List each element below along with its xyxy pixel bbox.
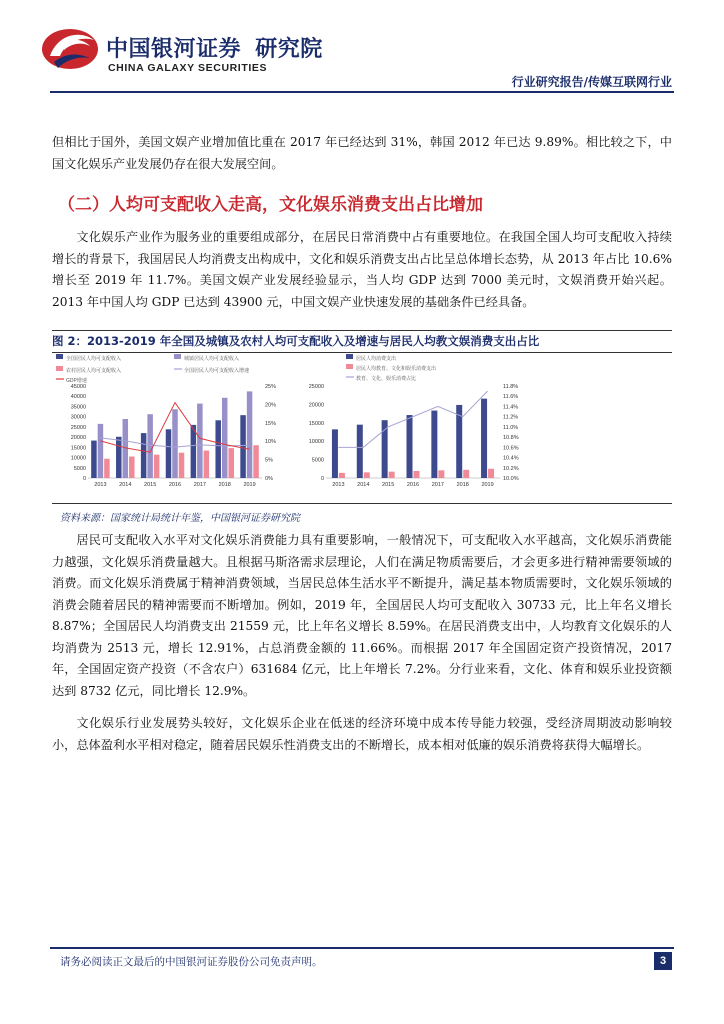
legend-swatch [346,364,353,369]
bar [228,448,234,478]
bar [357,425,363,478]
footer-disclaimer: 请务必阅读正文最后的中国银河证券股份公司免责声明。 [60,956,323,968]
y-left-tick-label: 25000 [70,424,86,431]
bar [240,415,246,478]
x-tick-label: 2017 [193,482,206,488]
bar [488,469,494,478]
bar [154,455,160,478]
bar [414,471,420,478]
legend-label: 教育、文化、娱乐消费占比 [356,376,417,382]
bar [166,429,172,478]
y-right-tick-label: 0% [265,476,273,482]
y-right-tick-label: 10.8% [503,435,519,442]
bar [129,457,135,478]
y-right-tick-label: 10.6% [503,445,519,452]
y-right-tick-label: 10% [265,439,277,446]
x-tick-label: 2014 [357,482,370,488]
x-tick-label: 2016 [168,482,182,488]
legend-label: 全国居民人均可支配收入 [66,356,122,362]
legend-label: GDP增速 [66,378,87,384]
bar [382,420,388,478]
y-left-tick-label: 45000 [70,384,86,390]
income-chart [56,352,294,504]
income-chart-svg [56,352,294,500]
y-left-tick-label: 5000 [73,465,86,472]
report-type: 行业研究报告/传媒互联网行业 [511,75,672,89]
y-left-tick-label: 10000 [70,455,86,462]
bar [364,472,370,478]
galaxy-logo-icon [40,26,102,72]
y-left-tick-label: 25000 [308,384,324,390]
consumption-chart [300,352,540,504]
figure-bottom-rule [52,503,672,504]
y-left-tick-label: 40000 [70,394,86,401]
y-left-tick-label: 20000 [70,435,86,442]
legend-label: 农村居民人均可支配收入 [66,368,122,374]
y-left-tick-label: 35000 [70,404,86,411]
bar [104,459,110,478]
legend-label: 全国居民人均可支配收入增速 [184,368,250,374]
bar [197,404,203,478]
logo-suffix: 研究院 [255,37,323,62]
y-left-tick-label: 30000 [70,414,86,421]
legend-swatch [346,354,353,359]
logo-en: CHINA GALAXY SECURITIES [108,62,268,74]
bar [332,429,338,478]
y-right-tick-label: 10.2% [503,465,519,472]
section-title: （二）人均可支配收入走高，文化娱乐消费支出占比增加 [58,195,483,215]
bar [339,473,345,478]
bar [407,415,413,478]
figure-caption: 图 2：2013-2019 年全国及城镇及农村人均可支配收入及增速与居民人均教文娱消费支出占比 [52,334,540,348]
x-tick-label: 2015 [382,482,395,488]
paragraph-2: 居民可支配收入水平对文化娱乐消费能力具有重要影响，一般情况下，可支配收入水平越高，文化娱乐消费能力越强，文化娱乐消费量越大。且根据马斯洛需求层理论，人们在满足物质需要后，才会更多进行精神需要领域的消费。而文化娱乐消费属于精神消费领域，当居民总体生活水平不断提升，满足基本物质需要时，文化娱乐领域的消费会随着居民的精神需要而不断增加。例如，2019 年，全国居民人均可支配收入 30733 元，比上年名义增长 8.87%；全国居民人均消费支出 21559 元，比上年名义增长 8.59%。在居民消费支出中，人均教育文化娱乐的人均消费为 2513 元，增长 12.91%，占总消费金额的 11.66%。而根据 2017 年全国固定资产投资情况，2017 年，全国固定资产投资（不含农户）631684 亿元，比上年增长 7.2%。分行业来看，文化、体育和娱乐业投资额达到 8732 亿元，同比增长 12.9%。 [52,533,672,698]
bar [481,399,487,478]
bar [431,411,437,478]
bar [438,470,444,478]
y-right-tick-label: 5% [265,457,273,464]
legend-swatch [56,354,63,359]
header-divider [50,91,674,93]
x-tick-label: 2018 [218,482,231,488]
bar [116,437,122,478]
bar [191,425,197,478]
bar [204,451,210,478]
y-right-tick-label: 10.4% [503,455,519,462]
x-tick-label: 2018 [456,482,469,488]
footer-divider [50,947,674,949]
y-right-tick-label: 11.0% [503,424,519,431]
consumption-chart-svg [300,352,540,500]
bar [91,441,97,478]
bar [172,409,178,478]
bar [141,433,147,478]
y-right-tick-label: 25% [265,384,277,390]
legend-swatch [56,366,63,371]
company-logo-text [106,32,323,63]
y-left-tick-label: 15000 [70,445,86,452]
y-right-tick-label: 11.8% [503,384,519,390]
x-tick-label: 2017 [431,482,444,488]
x-tick-label: 2014 [119,482,132,488]
y-right-tick-label: 11.4% [503,404,519,411]
paragraph-3: 文化娱乐行业发展势头较好，文化娱乐企业在低迷的经济环境中成本传导能力较强，受经济周期波动影响较小，总体盈利水平相对稳定，随着居民娱乐性消费支出的不断增长，成本相对低廉的娱乐消费将获得大幅增长。 [52,716,672,752]
y-right-tick-label: 10.0% [503,476,519,482]
paragraph-1: 文化娱乐产业作为服务业的重要组成部分，在居民日常消费中占有重要地位。在我国全国人均可支配收入持续增长的背景下，我国居民人均消费支出构成中，文化和娱乐消费支出占比呈总体增长态势，从 2013 年占比 10.6%增长至 2019 年 11.7%。美国文娱产业发展经验显示，当人均 GDP 达到 7000 美元时，文娱消费开始兴起。2013 年中国人均 GDP 已达到 43900 元，中国文娱产业快速发展的基础条件已经具备。 [52,230,672,309]
y-right-tick-label: 11.2% [503,414,519,421]
y-left-tick-label: 20000 [308,402,324,409]
y-right-tick-label: 15% [265,420,277,427]
y-left-tick-label: 10000 [308,439,324,446]
bar [215,420,221,478]
bar [147,414,153,478]
x-tick-label: 2013 [332,482,345,488]
legend-label: 居民人均教育、文化和娱乐消费支出 [356,366,437,372]
figure-source: 资料来源：国家统计局统计年鉴，中国银河证券研究院 [60,513,300,524]
x-tick-label: 2019 [481,482,494,488]
y-left-tick-label: 5000 [311,457,324,464]
bar [253,445,258,478]
x-tick-label: 2016 [406,482,420,488]
legend-swatch [174,354,181,359]
bar [98,424,104,478]
bar [389,472,395,478]
logo-cn: 中国银河证券 [106,37,242,62]
x-tick-label: 2019 [243,482,256,488]
figure-top-rule [52,330,672,331]
bar [247,391,253,478]
y-right-tick-label: 11.6% [503,394,519,401]
intro-paragraph: 但相比于国外，美国文娱产业增加值比重在 2017 年已经达到 31%，韩国 2012 年已达 9.89%。相比较之下，中国文化娱乐产业发展仍存在很大发展空间。 [52,135,672,171]
legend-label: 居民人均消费支出 [356,356,397,362]
page-number: 3 [654,952,672,970]
x-tick-label: 2013 [94,482,107,488]
y-left-tick-label: 0 [320,476,324,482]
bar [179,453,185,478]
legend-label: 城镇居民人均可支配收入 [184,356,240,362]
bar [222,398,228,478]
bar [463,470,469,478]
y-left-tick-label: 0 [82,476,86,482]
y-left-tick-label: 15000 [308,420,324,427]
x-tick-label: 2015 [144,482,157,488]
y-right-tick-label: 20% [265,402,277,409]
